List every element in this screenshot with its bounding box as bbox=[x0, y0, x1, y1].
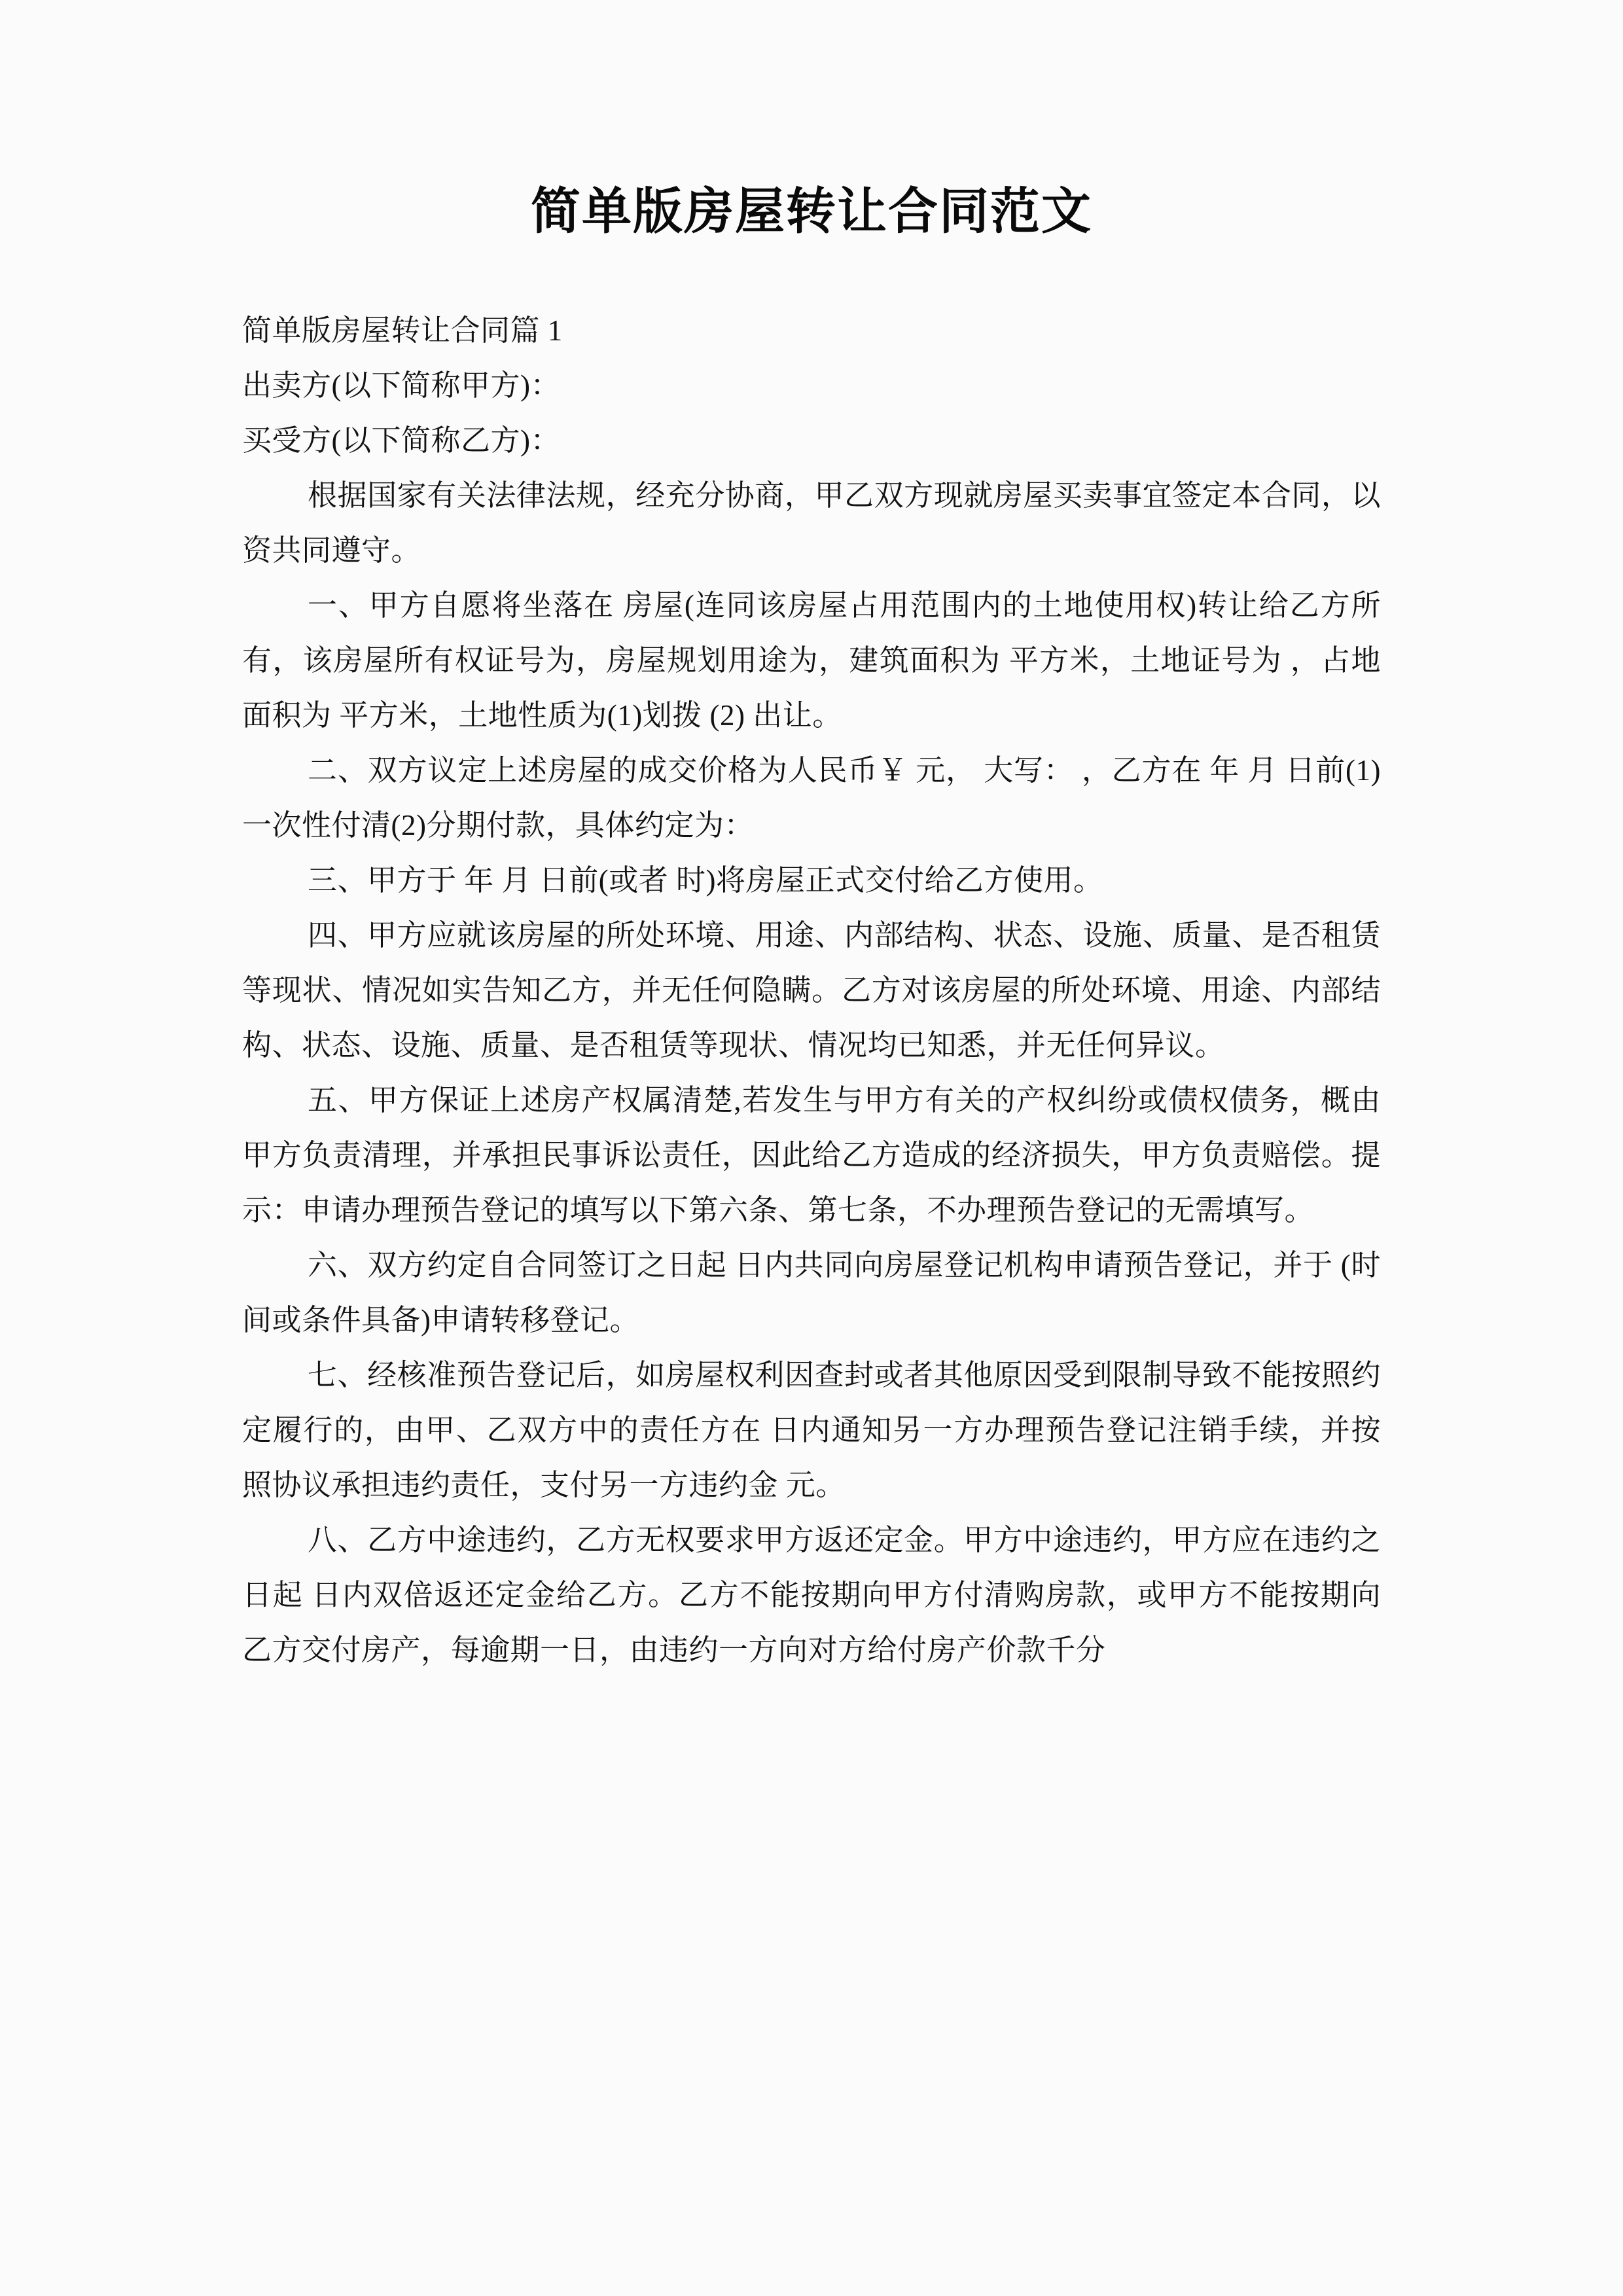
document-content bbox=[242, 0, 1381, 1677]
paragraph-clause-5: 五、甲方保证上述房产权属清楚,若发生与甲方有关的产权纠纷或债权债务，概由甲方负责清理，并承担民事诉讼责任，因此给乙方造成的经济损失，甲方负责赔偿。提示：申请办理预告登记的填写以下第六条、第七条，不办理预告登记的无需填写。 bbox=[242, 1084, 1381, 1227]
paragraph-clause-2: 二、双方议定上述房屋的成交价格为人民币￥ 元， 大写： ，乙方在 年 月 日前(1)一次性付清(2)分期付款，具体约定为： bbox=[242, 754, 1381, 842]
paragraph-seller-line: 出卖方(以下简称甲方)： bbox=[242, 369, 560, 403]
document-body bbox=[242, 303, 1381, 1677]
paragraph-preamble: 根据国家有关法律法规，经充分协商，甲乙双方现就房屋买卖事宜签定本合同，以资共同遵守。 bbox=[242, 479, 1381, 567]
paragraph-clause-4: 四、甲方应就该房屋的所处环境、用途、内部结构、状态、设施、质量、是否租赁等现状、情况如实告知乙方，并无任何隐瞒。乙方对该房屋的所处环境、用途、内部结构、状态、设施、质量、是否租赁等现状、情况均已知悉，并无任何异议。 bbox=[242, 919, 1381, 1062]
paragraph-clause-7: 七、经核准预告登记后，如房屋权利因查封或者其他原因受到限制导致不能按照约定履行的，由甲、乙双方中的责任方在 日内通知另一方办理预告登记注销手续，并按照协议承担违约责任，支付另一方违约金 元。 bbox=[242, 1359, 1381, 1502]
paragraph-buyer-line: 买受方(以下简称乙方)： bbox=[242, 424, 560, 457]
paragraph-clause-6: 六、双方约定自合同签订之日起 日内共同向房屋登记机构申请预告登记，并于 (时间或条件具备)申请转移登记。 bbox=[242, 1249, 1381, 1337]
page-title: 简单版房屋转让合同范文 bbox=[531, 184, 1092, 240]
paragraph-clause-3: 三、甲方于 年 月 日前(或者 时)将房屋正式交付给乙方使用。 bbox=[308, 864, 1103, 897]
paragraph-clause-1: 一、甲方自愿将坐落在 房屋(连同该房屋占用范围内的土地使用权)转让给乙方所有，该房屋所有权证号为，房屋规划用途为，建筑面积为 平方米，土地证号为 ，占地面积为 平方米，土地性质为(1)划拨 (2) 出让。 bbox=[242, 589, 1381, 732]
paragraph-subtitle: 简单版房屋转让合同篇 1 bbox=[242, 314, 563, 348]
paragraph-clause-8: 八、乙方中途违约，乙方无权要求甲方返还定金。甲方中途违约，甲方应在违约之日起 日内双倍返还定金给乙方。乙方不能按期向甲方付清购房款，或甲方不能按期向乙方交付房产，每逾期一日，由违约一方向对方给付房产价款千分 bbox=[242, 1524, 1381, 1667]
